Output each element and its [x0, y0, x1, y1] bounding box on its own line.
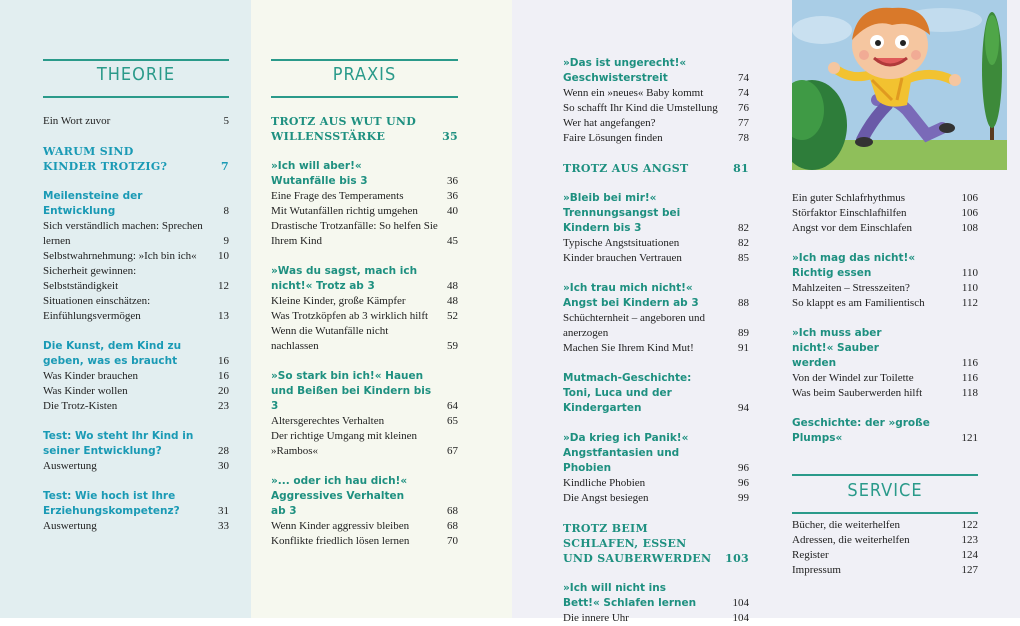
toc-entry[interactable]: Schüchternheit – angeboren und anerzogen 89 — [563, 312, 749, 339]
toc-entry[interactable]: Sich verständlich machen: Sprechen lernen 9 — [43, 220, 229, 247]
toc-entry[interactable]: Eine Frage des Temperaments 36 — [271, 190, 458, 202]
toc-entry[interactable]: Was Kinder wollen 20 — [43, 385, 229, 397]
child-running-illustration — [792, 0, 1007, 170]
toc-entry[interactable]: Wenn die Wutanfälle nicht nachlassen 59 — [271, 325, 458, 352]
toc-entry[interactable]: Was Kinder brauchen 16 — [43, 370, 229, 382]
toc-chapter[interactable]: TROTZ AUS ANGST 81 — [563, 162, 749, 175]
toc-entry[interactable]: So schafft Ihr Kind die Umstellung 76 — [563, 102, 749, 114]
toc-section[interactable]: »... oder ich hau dich!« Aggressives Verhalten ab 3 68 — [271, 475, 458, 517]
toc-entry[interactable]: Register 124 — [792, 549, 978, 561]
toc-entry[interactable]: Mahlzeiten – Stresszeiten? 110 — [792, 282, 978, 294]
toc-entry[interactable]: Faire Lösungen finden 78 — [563, 132, 749, 144]
theorie-title: THEORIE — [96, 64, 176, 85]
toc-entry[interactable]: Adressen, die weiterhelfen 123 — [792, 534, 978, 546]
toc-section[interactable]: »Was du sagst, mach ich nicht!« Trotz ab 3 48 — [271, 265, 458, 292]
toc-entry[interactable]: Kindliche Phobien 96 — [563, 477, 749, 489]
toc-entry[interactable]: Störfaktor Einschlafhilfen 106 — [792, 207, 978, 219]
toc-chapter[interactable]: TROTZ BEIM SCHLAFEN, ESSEN UND SAUBERWERDEN 103 — [563, 522, 749, 565]
toc-entry[interactable]: Wenn ein »neues« Baby kommt 74 — [563, 87, 749, 99]
toc-entry[interactable]: Was beim Sauberwerden hilft 118 — [792, 387, 978, 399]
service-title: SERVICE — [847, 480, 923, 501]
toc-entry[interactable]: So klappt es am Familientisch 112 — [792, 297, 978, 309]
toc-entry[interactable]: Situationen einschätzen: Einfühlungsvermögen 13 — [43, 295, 229, 322]
toc-column-4 — [792, 191, 978, 578]
toc-section[interactable]: »Ich mag das nicht!« Richtig essen 110 — [792, 252, 978, 279]
toc-entry[interactable]: Angst vor dem Einschlafen 108 — [792, 222, 978, 234]
praxis-column — [271, 0, 458, 549]
toc-entry[interactable]: Mit Wutanfällen richtig umgehen 40 — [271, 205, 458, 217]
toc-section[interactable]: »Das ist ungerecht!« Geschwisterstreit 74 — [563, 57, 749, 84]
service-heading — [792, 446, 978, 518]
toc-entry[interactable]: Impressum 127 — [792, 564, 978, 576]
toc-entry[interactable]: Kleine Kinder, große Kämpfer 48 — [271, 295, 458, 307]
toc-entry[interactable]: Machen Sie Ihrem Kind Mut! 91 — [563, 342, 749, 354]
toc-section[interactable]: »Da krieg ich Panik!« Angstfantasien und Phobien 96 — [563, 432, 749, 474]
toc-entry[interactable]: Der richtige Umgang mit kleinen »Rambos« 67 — [271, 430, 458, 457]
toc-entry[interactable]: Sicherheit gewinnen: Selbstständigkeit 12 — [43, 265, 229, 292]
toc-entry[interactable]: Ein guter Schlafrhythmus 106 — [792, 192, 978, 204]
toc-section[interactable]: Meilensteine der Entwicklung 8 — [43, 190, 229, 217]
toc-entry[interactable]: Wer hat angefangen? 77 — [563, 117, 749, 129]
toc-section[interactable]: Test: Wie hoch ist Ihre Erziehungskompetenz? 31 — [43, 490, 229, 517]
toc-section[interactable]: »So stark bin ich!« Hauen und Beißen bei Kindern bis 3 64 — [271, 370, 458, 412]
toc-chapter[interactable]: WARUM SIND KINDER TROTZIG? 7 — [43, 145, 229, 173]
toc-section[interactable]: Die Kunst, dem Kind zu geben, was es braucht 16 — [43, 340, 229, 367]
toc-entry[interactable]: Selbstwahrnehmung: »Ich bin ich« 10 — [43, 250, 229, 262]
theorie-heading — [43, 0, 229, 114]
toc-section[interactable]: Test: Wo steht Ihr Kind in seiner Entwicklung? 28 — [43, 430, 229, 457]
toc-section[interactable]: »Ich will nicht ins Bett!« Schlafen lernen 104 — [563, 582, 749, 609]
toc-section[interactable]: »Ich trau mich nicht!« Angst bei Kindern ab 3 88 — [563, 282, 749, 309]
toc-chapter[interactable]: TROTZ AUS WUT UND WILLENSSTÄRKE 35 — [271, 115, 458, 143]
toc-entry[interactable]: Kinder brauchen Vertrauen 85 — [563, 252, 749, 264]
praxis-title: PRAXIS — [332, 64, 397, 85]
toc-column-3 — [563, 56, 749, 626]
theorie-column — [43, 0, 229, 534]
toc-entry[interactable]: Bücher, die weiterhelfen 122 — [792, 519, 978, 531]
praxis-heading — [271, 0, 458, 114]
toc-section[interactable]: Mutmach-Geschichte: Toni, Luca und der Kindergarten 94 — [563, 372, 749, 414]
toc-entry[interactable]: Was Trotzköpfen ab 3 wirklich hilft 52 — [271, 310, 458, 322]
toc-entry[interactable]: Auswertung 33 — [43, 520, 229, 532]
toc-entry[interactable]: Die Angst besiegen 99 — [563, 492, 749, 504]
toc-entry[interactable]: Die innere Uhr 104 — [563, 612, 749, 624]
toc-entry[interactable]: Altersgerechtes Verhalten 65 — [271, 415, 458, 427]
toc-section[interactable]: Geschichte: der »große Plumps« 121 — [792, 417, 978, 444]
toc-entry[interactable]: Ein Wort zuvor 5 — [43, 115, 229, 127]
toc-section[interactable]: »Ich muss aber nicht!« Sauber werden 116 — [792, 327, 978, 369]
toc-entry[interactable]: Die Trotz-Kisten 23 — [43, 400, 229, 412]
toc-entry[interactable]: Drastische Trotzanfälle: So helfen Sie Ihrem Kind 45 — [271, 220, 458, 247]
toc-entry[interactable]: Wenn Kinder aggressiv bleiben 68 — [271, 520, 458, 532]
toc-entry[interactable]: Auswertung 30 — [43, 460, 229, 472]
toc-entry[interactable]: Typische Angstsituationen 82 — [563, 237, 749, 249]
toc-section[interactable]: »Ich will aber!« Wutanfälle bis 3 36 — [271, 160, 458, 187]
toc-entry[interactable]: Von der Windel zur Toilette 116 — [792, 372, 978, 384]
toc-entry[interactable]: Konflikte friedlich lösen lernen 70 — [271, 535, 458, 547]
toc-section[interactable]: »Bleib bei mir!« Trennungsangst bei Kindern bis 3 82 — [563, 192, 749, 234]
